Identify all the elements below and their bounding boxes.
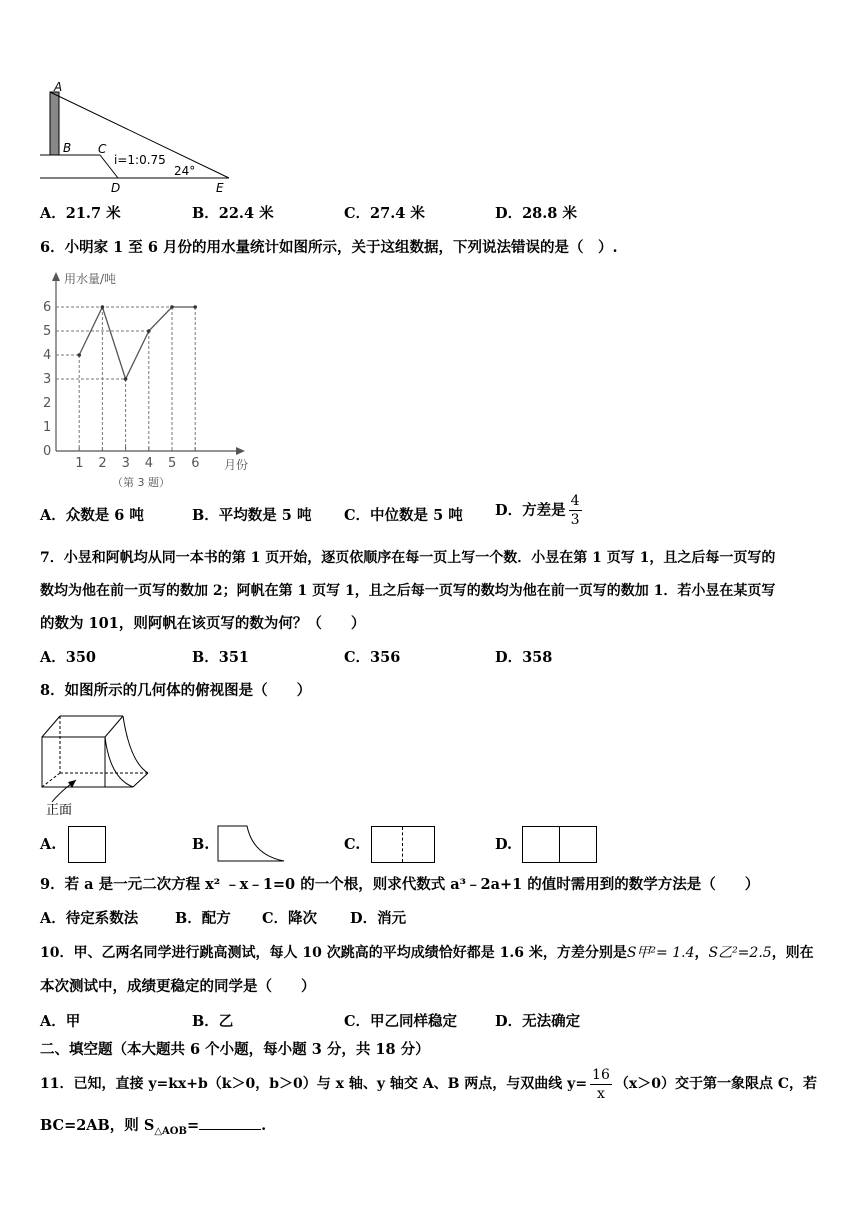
- q10-line-2: 本次测试中，成绩更稳定的同学是（ ）: [40, 978, 316, 995]
- x-axis-label: 月份: [224, 458, 249, 472]
- data-point: [170, 305, 174, 309]
- label-E: E: [216, 181, 224, 195]
- y-tick-label: 0: [43, 444, 52, 459]
- q8-option-d[interactable]: D.: [495, 836, 513, 853]
- q7-option-d[interactable]: D．358: [495, 649, 553, 666]
- q9-option-b[interactable]: B．配方: [175, 910, 231, 927]
- q9-option-c[interactable]: C．降次: [262, 910, 318, 927]
- q5-option-a[interactable]: A．21.7 米: [40, 205, 121, 222]
- x-tick-label: 6: [191, 456, 200, 471]
- q10-line-1: 10．甲、乙两名同学进行跳高测试，每人 10 次跳高的平均成绩恰好都是 1.6 米，方差分别是S甲²= 1.4，S乙²=2.5，则在: [40, 945, 814, 961]
- q5-option-b[interactable]: B．22.4 米: [192, 205, 274, 222]
- q8-option-c-shape: [371, 826, 435, 863]
- section-2-heading: 二、填空题（本大题共 6 个小题，每小题 3 分，共 18 分）: [40, 1041, 430, 1058]
- q8-option-a-square: [68, 826, 106, 863]
- y-tick-label: 2: [43, 396, 52, 411]
- q6-option-c[interactable]: C．中位数是 5 吨: [344, 507, 463, 524]
- q8-solid-figure: [38, 710, 158, 820]
- x-axis-arrow: [236, 447, 245, 455]
- q8-option-c[interactable]: C.: [344, 836, 361, 853]
- q5-option-c[interactable]: C．27.4 米: [344, 205, 425, 222]
- q5-figure: [38, 80, 238, 195]
- q10-option-a[interactable]: A．甲: [40, 1013, 81, 1030]
- q8-option-b[interactable]: B.: [192, 836, 210, 853]
- y-tick-label: 4: [43, 348, 52, 363]
- front-label: 正面: [46, 803, 73, 818]
- y-tick-label: 3: [43, 372, 52, 387]
- q6-option-a[interactable]: A．众数是 6 吨: [40, 507, 144, 524]
- q6-option-d-fraction: $\frac{4}{3}$: [570, 493, 580, 528]
- q11-line-2: BC=2AB，则 $S_{\triangle AOB}=$ .: [40, 1117, 267, 1137]
- q11-fraction: $\frac{16}{x}$: [592, 1066, 610, 1102]
- q6-stem: 6．小明家 1 至 6 月份的用水量统计如图所示，关于这组数据，下列说法错误的是（ ）.: [40, 239, 618, 256]
- q6-chart: [38, 266, 258, 496]
- data-point: [147, 329, 151, 333]
- x-tick-label: 1: [75, 456, 84, 471]
- q8-option-d-shape: [522, 826, 597, 863]
- label-D: D: [111, 181, 121, 195]
- x-tick-label: 2: [98, 456, 107, 471]
- data-point: [77, 353, 81, 357]
- y-axis-arrow: [52, 272, 60, 281]
- y-tick-label: 1: [43, 420, 52, 435]
- q8-option-a[interactable]: A.: [40, 836, 57, 853]
- chart-caption: （第 3 题）: [112, 476, 170, 489]
- x-tick-label: 5: [168, 456, 177, 471]
- q11-answer-blank[interactable]: [199, 1115, 261, 1130]
- q7-option-c[interactable]: C．356: [344, 649, 401, 666]
- q9-option-d[interactable]: D．消元: [350, 910, 407, 927]
- pole: [50, 92, 59, 155]
- series-line: [79, 307, 195, 379]
- q9-stem: 9．若 a 是一元二次方程 x² ﹣x﹣1=0 的一个根，则求代数式 a³﹣2a+1 的值时需用到的数学方法是（ ）: [40, 876, 760, 893]
- data-point: [193, 305, 197, 309]
- q7-line-1: 7．小昱和阿帆均从同一本书的第 1 页开始，逐页依顺序在每一页上写一个数．小昱在第 1 页写 1，且之后每一页写的: [40, 550, 776, 566]
- q7-line-3: 的数为 101，则阿帆在该页写的数为何？（ ）: [40, 615, 366, 632]
- q8-option-b-shape: [217, 825, 287, 863]
- x-tick-label: 4: [144, 456, 154, 471]
- q10-option-d[interactable]: D．无法确定: [495, 1013, 581, 1030]
- angle-label: 24°: [174, 164, 196, 178]
- q11-line-1: 11．已知，直接 y=kx+b（k＞0，b＞0）与 x 轴、y 轴交 A、B 两点，与双曲线 y= $\frac{16}{x}$ （x＞0）交于第一象限点 C，若: [40, 1066, 817, 1102]
- data-point: [124, 377, 128, 381]
- y-axis-label: 用水量/吨: [64, 272, 117, 286]
- variance-yi: S乙²=2.5: [708, 945, 772, 961]
- slope-label: i=1:0.75: [114, 153, 166, 167]
- q10-option-b[interactable]: B．乙: [192, 1013, 234, 1030]
- data-point: [101, 305, 105, 309]
- q6-option-d[interactable]: [495, 492, 585, 529]
- label-C: C: [98, 142, 107, 156]
- x-tick-label: 3: [121, 456, 130, 471]
- q6-option-b[interactable]: B．平均数是 5 吨: [192, 507, 312, 524]
- q10-option-c[interactable]: C．甲乙同样稳定: [344, 1013, 458, 1030]
- q6-option-d-label: D．方差是: [495, 501, 566, 519]
- q8-stem: 8．如图所示的几何体的俯视图是（ ）: [40, 682, 312, 699]
- y-tick-label: 6: [43, 300, 52, 315]
- variance-jia: S甲²= 1.4: [626, 945, 695, 961]
- y-tick-label: 5: [43, 324, 52, 339]
- q7-line-2: 数均为他在前一页写的数加 2；阿帆在第 1 页写 1，且之后每一页写的数均为他在前一页写的数加 1．若小昱在某页写: [40, 583, 776, 599]
- q9-option-a[interactable]: A．待定系数法: [40, 910, 139, 927]
- label-A: A: [54, 80, 63, 94]
- q5-option-d[interactable]: D．28.8 米: [495, 205, 577, 222]
- label-B: B: [63, 141, 72, 155]
- q7-option-a[interactable]: A．350: [40, 649, 97, 666]
- q7-option-b[interactable]: B．351: [192, 649, 250, 666]
